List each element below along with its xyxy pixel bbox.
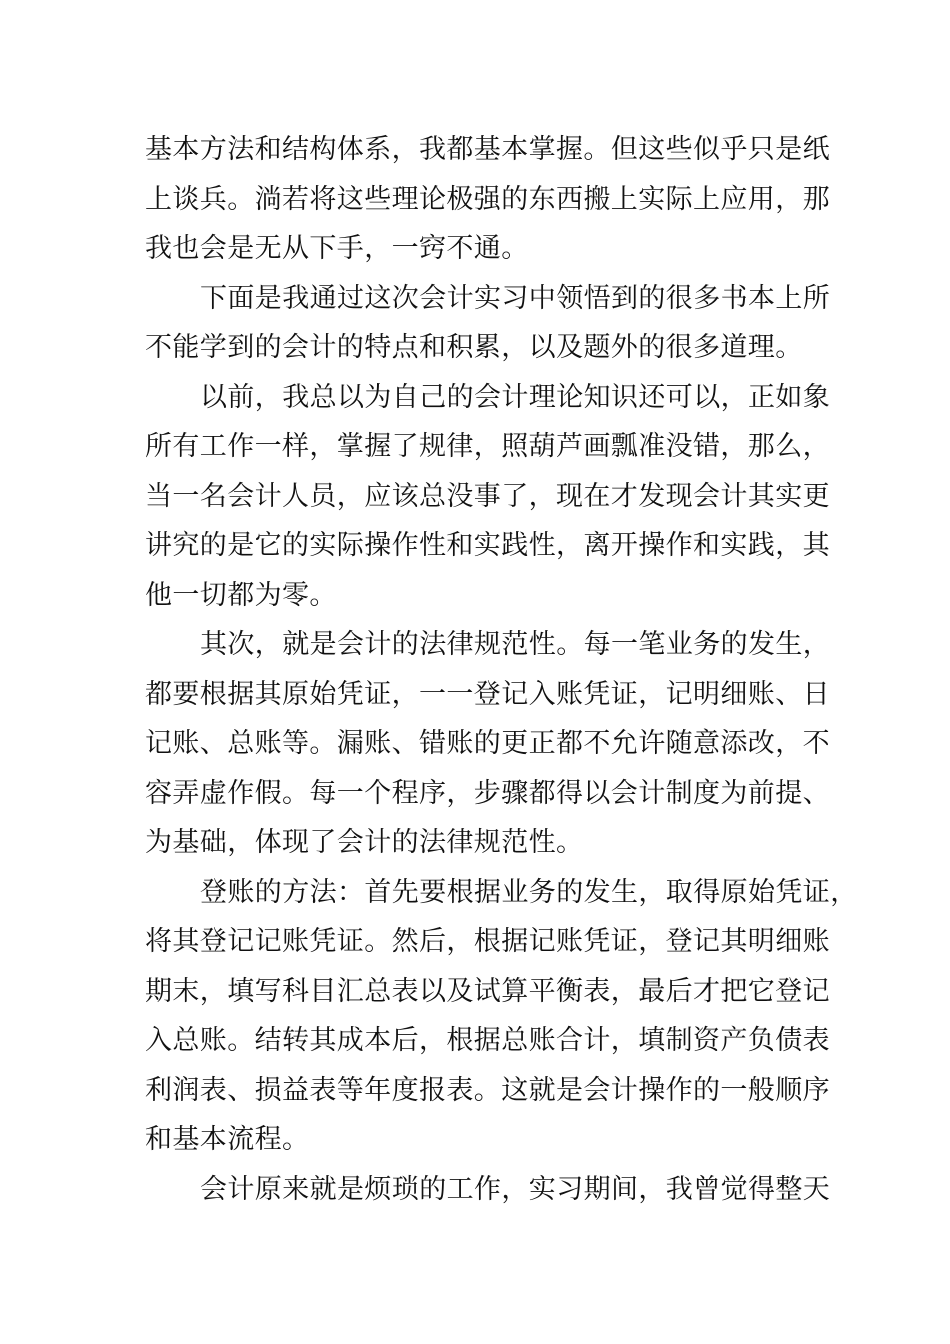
text-line: 不能学到的会计的特点和积累，以及题外的很多道理。 xyxy=(145,332,803,363)
text-line: 都要根据其原始凭证，一一登记入账凭证，记明细账、日 xyxy=(145,678,830,710)
text-line: 容弄虚作假。每一个程序，步骤都得以会计制度为前提、 xyxy=(145,777,830,809)
text-line: 上谈兵。淌若将这些理论极强的东西搬上实际上应用，那 xyxy=(145,183,830,215)
body-text xyxy=(145,125,858,1214)
text-line: 利润表、损益表等年度报表。这就是会计操作的一般顺序 xyxy=(145,1074,830,1106)
paragraph-first-line: 下面是我通过这次会计实习中领悟到的很多书本上所 xyxy=(200,282,831,314)
text-line: 将其登记记账凭证。然后，根据记账凭证，登记其明细账 xyxy=(145,926,830,957)
paragraph-first-line: 登账的方法：首先要根据业务的发生，取得原始凭证， xyxy=(200,876,858,908)
text-line: 他一切都为零。 xyxy=(145,579,337,611)
paragraph-first-line: 会计原来就是烦琐的工作，实习期间，我曾觉得整天 xyxy=(200,1173,831,1205)
text-line: 入总账。结转其成本后，根据总账合计，填制资产负债表 xyxy=(145,1025,830,1056)
text-line: 记账、总账等。漏账、错账的更正都不允许随意添改，不 xyxy=(145,728,830,759)
paragraph-first-line: 其次，就是会计的法律规范性。每一笔业务的发生， xyxy=(200,629,831,660)
text-line: 为基础，体现了会计的法律规范性。 xyxy=(145,827,584,858)
text-line: 当一名会计人员，应该总没事了，现在才发现会计其实更 xyxy=(145,480,830,512)
text-line: 和基本流程。 xyxy=(145,1124,310,1155)
text-line: 基本方法和结构体系，我都基本掌握。但这些似乎只是纸 xyxy=(145,134,830,165)
paragraph-first-line: 以前，我总以为自己的会计理论知识还可以，正如象 xyxy=(200,381,831,413)
text-line: 所有工作一样，掌握了规律，照葫芦画瓢准没错，那么， xyxy=(145,431,830,462)
text-line: 讲究的是它的实际操作性和实践性，离开操作和实践，其 xyxy=(145,530,830,561)
text-line: 期末，填写科目汇总表以及试算平衡表，最后才把它登记 xyxy=(145,975,830,1007)
text-line: 我也会是无从下手，一窍不通。 xyxy=(145,233,529,264)
